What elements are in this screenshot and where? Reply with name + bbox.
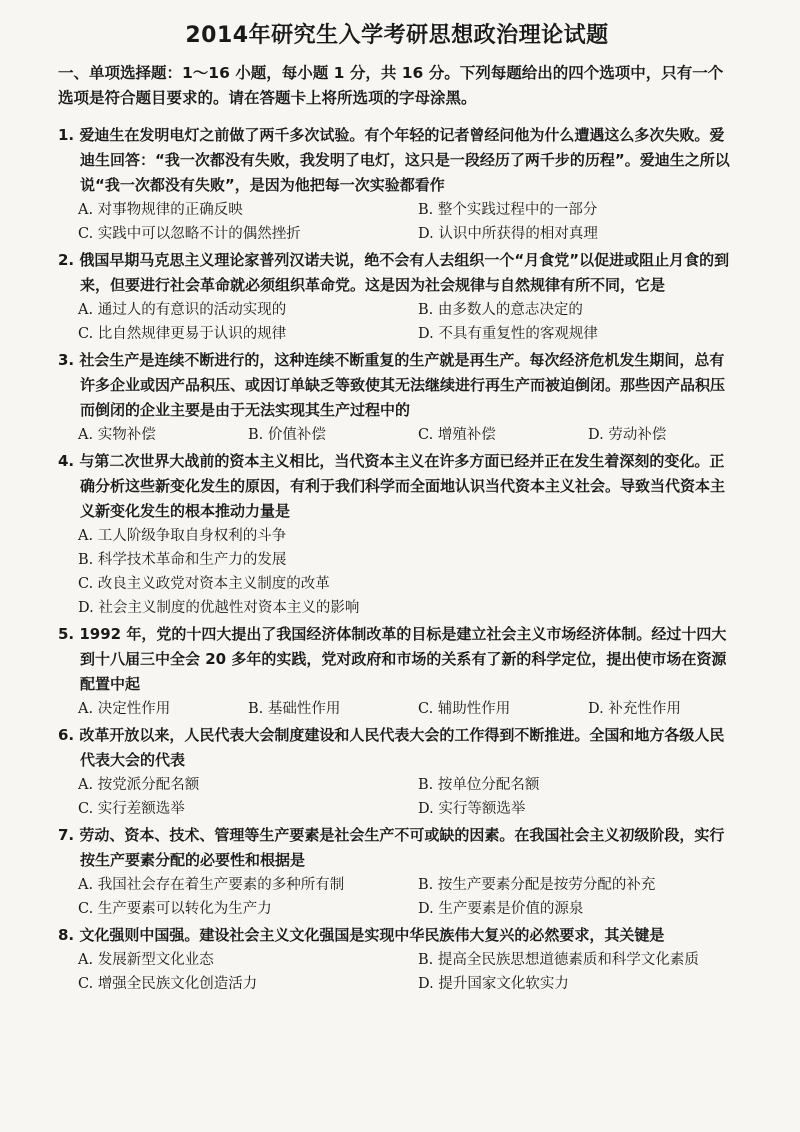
option-b: B. 科学技术革命和生产力的发展 <box>78 552 287 568</box>
option-a: A. 实物补偿 <box>78 427 156 443</box>
option-b: B. 由多数人的意志决定的 <box>418 302 583 318</box>
question-stem: 7. 劳动、资本、技术、管理等生产要素是社会生产不可或缺的因素。在我国社会主义初级阶段，实行按生产要素分配的必要性和根据是 <box>58 826 725 869</box>
options-group <box>58 948 736 996</box>
option-a: A. 发展新型文化业态 <box>78 952 214 968</box>
option-b: B. 按生产要素分配是按劳分配的补充 <box>418 877 656 893</box>
question-stem: 5. 1992 年，党的十四大提出了我国经济体制改革的目标是建立社会主义市场经济体制。经过十四大到十八届三中全会 20 多年的实践，党对政府和市场的关系有了新的科学定位，提出使市场在资源配置中起 <box>58 625 727 693</box>
options-group <box>58 773 736 821</box>
question-1 <box>58 123 736 246</box>
option-c: C. 辅助性作用 <box>418 701 511 717</box>
option-c: C. 增强全民族文化创造活力 <box>78 976 258 992</box>
question-4 <box>58 449 736 620</box>
question-5 <box>58 622 736 721</box>
option-d: D. 劳动补偿 <box>588 427 667 443</box>
option-a: A. 工人阶级争取自身权利的斗争 <box>78 528 287 544</box>
option-b: B. 按单位分配名额 <box>418 777 540 793</box>
question-stem: 6. 改革开放以来，人民代表大会制度建设和人民代表大会的工作得到不断推进。全国和地方各级人民代表大会的代表 <box>58 726 725 769</box>
question-8 <box>58 923 736 996</box>
option-b: B. 基础性作用 <box>248 701 341 717</box>
options-group <box>58 524 736 620</box>
option-c: C. 增殖补偿 <box>418 427 496 443</box>
question-stem: 4. 与第二次世界大战前的资本主义相比，当代资本主义在许多方面已经并正在发生着深刻的变化。正确分析这些新变化发生的原因，有利于我们科学而全面地认识当代资本主义社会。导致当代资本主义新变化发生的根本推动力量是 <box>58 452 726 520</box>
option-a: A. 决定性作用 <box>78 701 171 717</box>
section-instructions: 一、单项选择题：1～16 小题，每小题 1 分，共 16 分。下列每题给出的四个选项中，只有一个选项是符合题目要求的。请在答题卡上将所选项的字母涂黑。 <box>58 64 724 107</box>
option-b: B. 提高全民族思想道德素质和科学文化素质 <box>418 952 699 968</box>
option-d: D. 生产要素是价值的源泉 <box>418 901 584 917</box>
option-c: C. 比自然规律更易于认识的规律 <box>78 326 287 342</box>
option-c: C. 实践中可以忽略不计的偶然挫折 <box>78 226 301 242</box>
option-c: C. 改良主义政党对资本主义制度的改革 <box>78 576 330 592</box>
option-d: D. 补充性作用 <box>588 701 681 717</box>
option-a: A. 对事物规律的正确反映 <box>78 202 243 218</box>
page-title: 2014年研究生入学考研思想政治理论试题 <box>185 23 609 48</box>
options-group <box>58 198 736 246</box>
option-a: A. 按党派分配名额 <box>78 777 200 793</box>
option-d: D. 认识中所获得的相对真理 <box>418 226 598 242</box>
options-group <box>58 298 736 346</box>
question-7 <box>58 823 736 921</box>
option-c: C. 生产要素可以转化为生产力 <box>78 901 272 917</box>
options-group <box>58 697 736 721</box>
option-a: A. 通过人的有意识的活动实现的 <box>78 302 287 318</box>
question-stem: 2. 俄国早期马克思主义理论家普列汉诺夫说，绝不会有人去组织一个“月食党”以促进或阻止月食的到来，但要进行社会革命就必须组织革命党。这是因为社会规律与自然规律有所不同，它是 <box>58 251 730 294</box>
option-d: D. 提升国家文化软实力 <box>418 976 569 992</box>
question-stem: 1. 爱迪生在发明电灯之前做了两千多次试验。有个年轻的记者曾经问他为什么遭遇这么多次失败。爱迪生回答：“我一次都没有失败，我发明了电灯，这只是一段经历了两千步的历程”。爱迪生之所以说“我一次都没有失败”，是因为他把每一次实验都看作 <box>58 126 730 194</box>
option-b: B. 整个实践过程中的一部分 <box>418 202 598 218</box>
question-2 <box>58 248 736 346</box>
options-group <box>58 423 736 447</box>
options-group <box>58 873 736 921</box>
option-b: B. 价值补偿 <box>248 427 326 443</box>
question-6 <box>58 723 736 821</box>
question-3 <box>58 348 736 447</box>
option-d: D. 实行等额选举 <box>418 801 526 817</box>
option-d: D. 社会主义制度的优越性对资本主义的影响 <box>78 600 360 616</box>
option-c: C. 实行差额选举 <box>78 801 185 817</box>
option-d: D. 不具有重复性的客观规律 <box>418 326 598 342</box>
question-stem: 8. 文化强则中国强。建设社会主义文化强国是实现中华民族伟大复兴的必然要求，其关键是 <box>58 926 665 944</box>
question-stem: 3. 社会生产是连续不断进行的，这种连续不断重复的生产就是再生产。每次经济危机发生期间，总有许多企业或因产品积压、或因订单缺乏等致使其无法继续进行再生产而被迫倒闭。那些因产品积压而倒闭的企业主要是由于无法实现其生产过程中的 <box>58 351 726 419</box>
option-a: A. 我国社会存在着生产要素的多种所有制 <box>78 877 345 893</box>
